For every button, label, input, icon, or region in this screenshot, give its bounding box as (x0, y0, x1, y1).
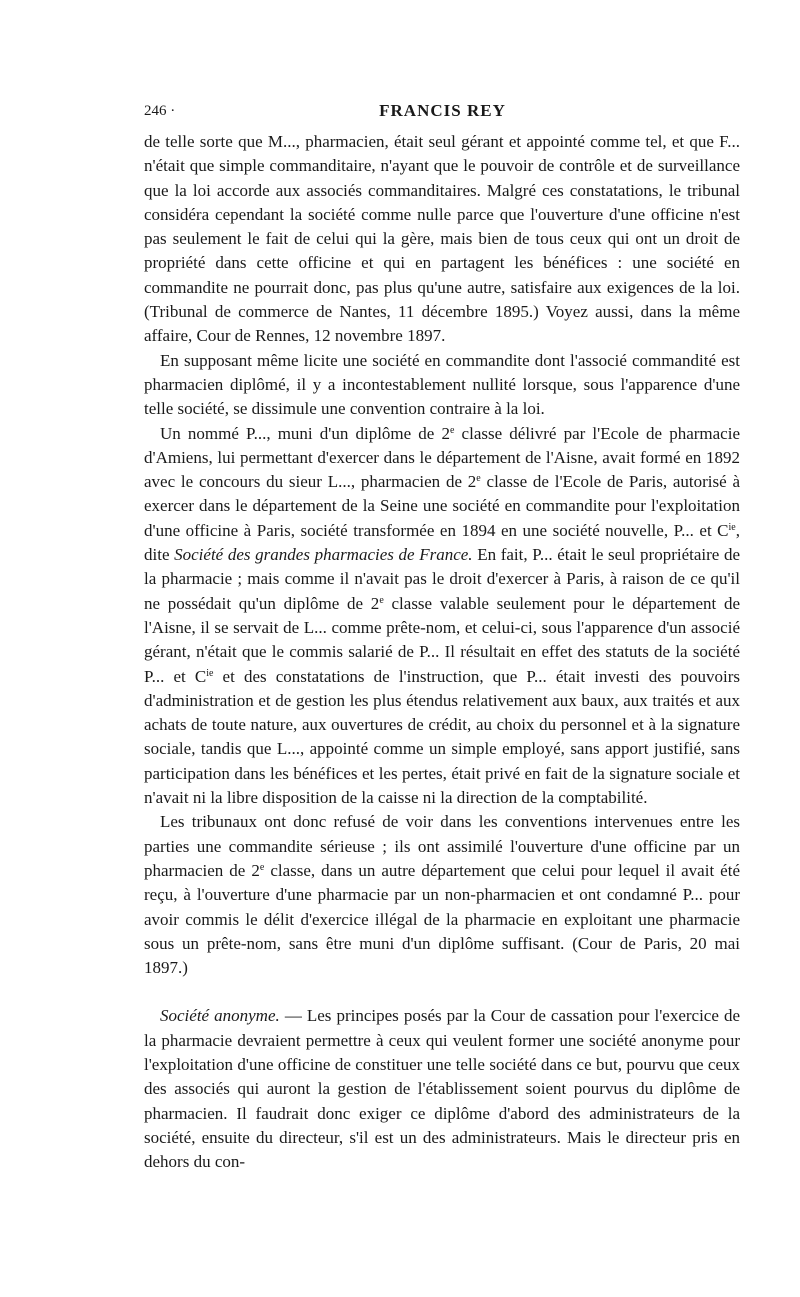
paragraph-3 (144, 422, 740, 811)
body-text (144, 130, 740, 1174)
paragraph-5-part-1: — Les principes posés par la Cour de cassation pour l'exercice de la pharmacie devraient permettre à ceux qui veulent former une société anonyme pour l'exploitation d'une officine de constituer une telle société dans ce but, pourvu que ceux des associés qui auront la gestion de l'établissement soient pourvus du diplôme de pharmacien. Il faudrait donc exiger ce diplôme d'abord des administrateurs de la société, ensuite du directeur, s'il est un des administrateurs. Mais le directeur pris en dehors du con- (144, 1006, 741, 1172)
paragraph-3-part-6: classe valable seulement pour le département de l'Aisne, il se servait de L... comme prête-nom, et celui-ci, sous l'apparence d'un associé gérant, n'était que le commis salarié de P... Il résultait en effet des statuts de la société P... et C (144, 593, 740, 686)
paragraph-4-part-1: Les tribunaux ont donc refusé de voir dans les conventions intervenues entre les parties une commandite sérieuse ; ils ont assimilé l'ouverture d'une officine par un pharmacien de 2 (144, 812, 740, 880)
ordinal-suffix: e (476, 473, 481, 485)
paragraph-3-part-3: classe de l'Ecole de Paris, autorisé à exercer dans le département de la Seine une société en commandite pour l'exploitation d'une officine à Paris, société transformée en 1894 en une société nouvelle, P... et C (144, 472, 740, 540)
paragraph-5 (144, 1004, 740, 1174)
ordinal-suffix: e (449, 424, 455, 436)
ordinal-suffix: e (379, 594, 384, 606)
paragraph-3-part-1: Un nommé P..., muni d'un diplôme de 2 (160, 423, 450, 443)
paragraph-3-part-5: En fait, P... était le seul propriétaire de la pharmacie ; mais comme il n'avait pas le droit d'exercer à Paris, à raison de ce qu'il ne possédait qu'un diplôme de 2 (144, 545, 741, 613)
paragraph-1: de telle sorte que M..., pharmacien, était seul gérant et appointé comme tel, et que F... n'était que simple commanditaire, n'ayant que le pouvoir de contrôle et de surveillance que la loi accorde aux associés commanditaires. Malgré ces constatations, le tribunal considéra cependant la société comme nulle parce que l'ouverture d'une officine n'est pas seulement le fait de celui qui la gère, mais bien de tous ceux qui ont un droit de propriété dans cette officine et qui en partagent les bénéfices : une société en commandite ne pourrait donc, pas plus qu'une autre, satisfaire aux exigences de la loi. (Tribunal de commerce de Nantes, 11 décembre 1895.) Voyez aussi, dans la même affaire, Cour de Rennes, 12 novembre 1897. (144, 132, 740, 346)
paragraph-4 (144, 810, 740, 980)
paragraph-3-part-2: classe délivré par l'Ecole de pharmacie d'Amiens, lui permettant d'exercer dans le département de l'Aisne, avait formé en 1892 avec le concours du sieur L..., pharmacien de 2 (144, 423, 740, 492)
page-header (144, 101, 741, 127)
running-title: FRANCIS REY (379, 101, 506, 120)
company-suffix: ie (206, 667, 214, 679)
paragraph-3-part-4: , dite (144, 520, 740, 565)
paragraph-3-part-7: et des constatations de l'instruction, que P... était investi des pouvoirs d'administration et de gestion les plus étendus relativement aux baux, aux traités et aux achats de toute nature, aux ouvertures de crédit, au choix du personnel et à la signature sociale, tandis que L..., appointé comme un simple employé, sans apport justifié, sans participation dans les bénéfices et les pertes, était privé en fait de la signature sociale et n'avait ni la libre disposition de la caisse ni la direction de la comptabilité. (144, 666, 740, 808)
paragraph-4-part-2: classe, dans un autre département que celui pour lequel il avait été reçu, à l'ouverture d'une pharmacie par un non-pharmacien et ont condamné P... pour avoir commis le délit d'exercice illégal de la pharmacie en exploitant une pharmacie sous un prête-nom, sans être muni d'un diplôme suffisant. (Cour de Paris, 20 mai 1897.) (144, 860, 740, 978)
paragraph-2: En supposant même licite une société en commandite dont l'associé commandité est pharmacien diplômé, il y a incontestablement nullité lorsque, sous l'apparence d'une telle société, se dissimule une convention contraire à la loi. (144, 350, 740, 419)
page-number: 246 · (144, 103, 176, 119)
ordinal-suffix: e (259, 861, 265, 873)
company-name-italic: Société des grandes pharmacies de France. (174, 545, 473, 565)
company-suffix: ie (728, 521, 736, 533)
section-heading-italic: Société anonyme. (160, 1006, 280, 1026)
